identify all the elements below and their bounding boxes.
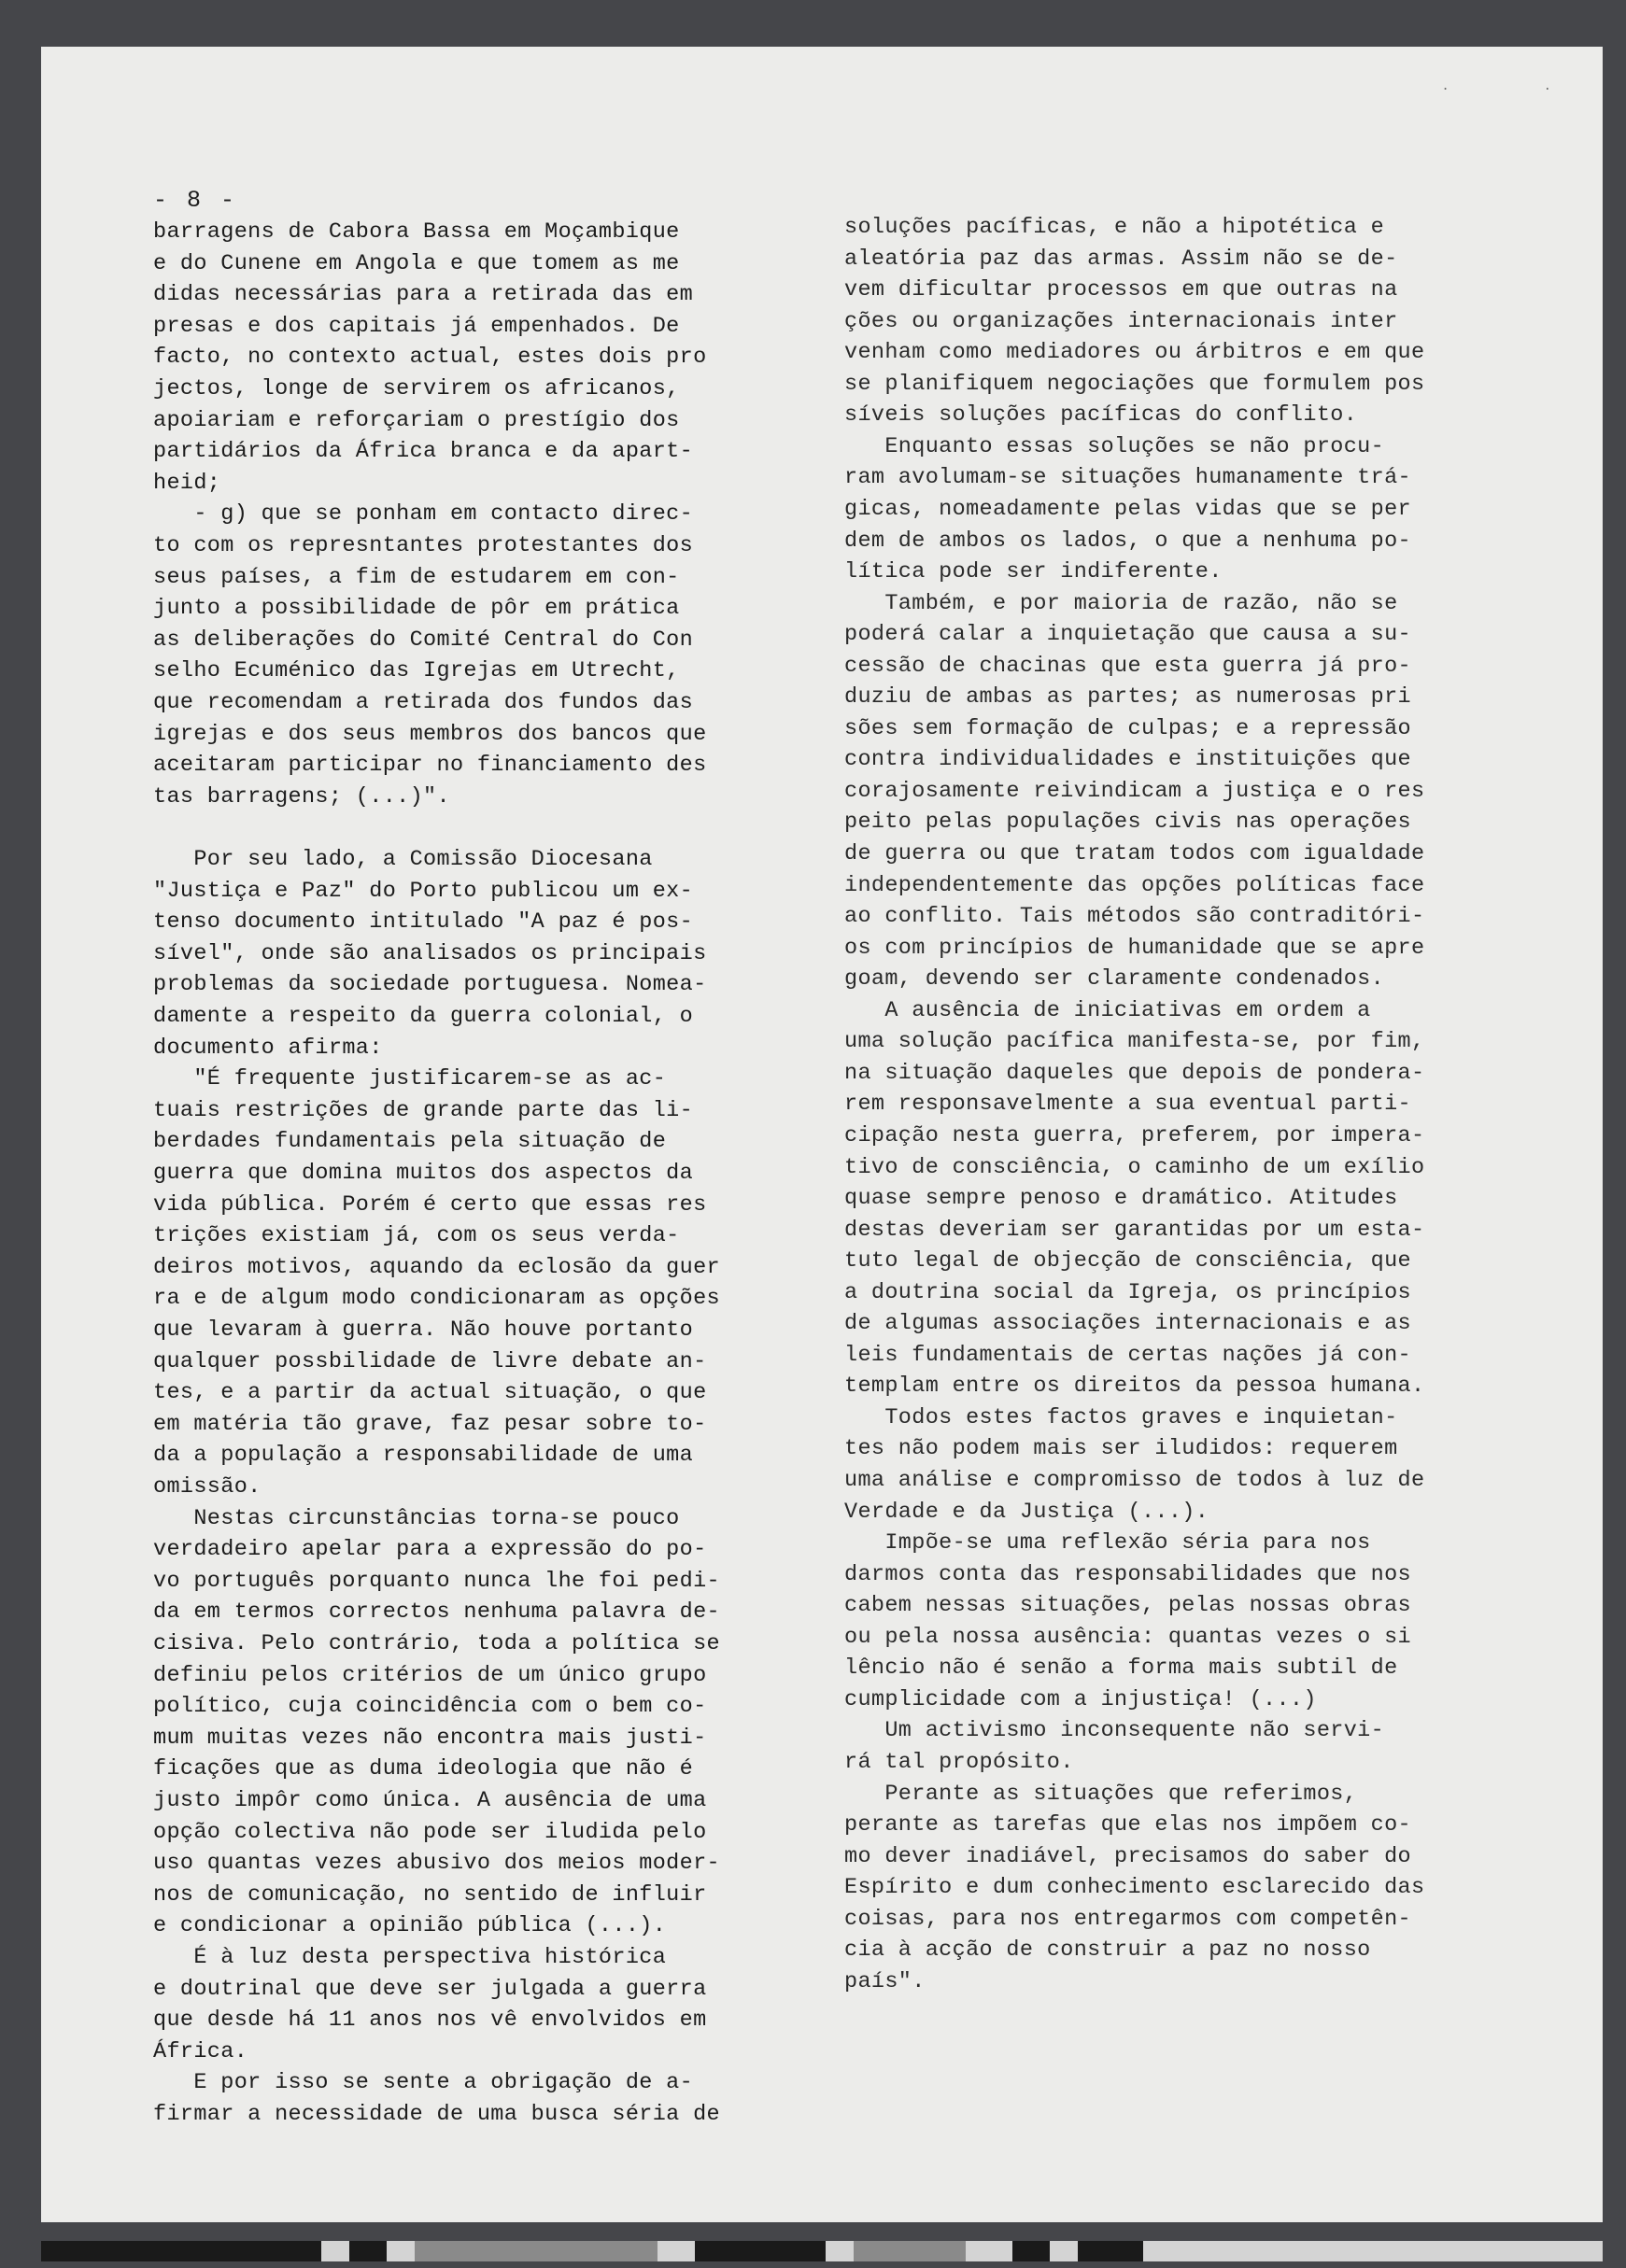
- text-line: Todos estes factos graves e inquietan-: [844, 1404, 1398, 1430]
- text-line: destas deveriam ser garantidas por um esta-: [844, 1217, 1425, 1243]
- text-line: "Justiça e Paz" do Porto publicou um ex-: [153, 878, 694, 904]
- text-line: goam, devendo ser claramente condenados.: [844, 966, 1385, 993]
- text-line: que levaram à guerra. Não houve portanto: [153, 1317, 694, 1343]
- text-line: dem de ambos os lados, o que a nenhuma po-: [844, 528, 1411, 554]
- text-line: tenso documento intitulado "A paz é pos-: [153, 909, 694, 936]
- text-line: É à luz desta perspectiva histórica: [153, 1945, 667, 1970]
- text-line: mo dever inadiável, precisamos do saber do: [844, 1843, 1411, 1869]
- text-line: lítica pode ser indiferente.: [844, 559, 1223, 585]
- text-line: ram avolumam-se situações humanamente trá-: [844, 465, 1411, 491]
- text-line: opção colectiva não pode ser iludida pelo: [153, 1819, 707, 1845]
- text-line: berdades fundamentais pela situação de: [153, 1129, 667, 1155]
- text-line: tes não podem mais ser iludidos: requerem: [844, 1436, 1398, 1462]
- text-line: firmar a necessidade de uma busca séria de: [153, 2102, 720, 2127]
- text-line: presas e dos capitais já empenhados. De: [153, 313, 680, 339]
- text-line: rem responsavelmente a sua eventual parti-: [844, 1092, 1411, 1118]
- text-line: "É frequente justificarem-se as ac-: [153, 1066, 667, 1092]
- text-line: gicas, nomeadamente pelas vidas que se per: [844, 496, 1411, 522]
- text-line: Também, e por maioria de razão, não se: [844, 590, 1398, 616]
- text-line: independentemente das opções políticas face: [844, 872, 1425, 898]
- text-line: as deliberações do Comité Central do Con: [153, 627, 694, 653]
- text-line: duziu de ambas as partes; as numerosas pri: [844, 684, 1411, 711]
- text-line: contra individualidades e instituições que: [844, 747, 1411, 773]
- text-line: venham como mediadores ou árbitros e em que: [844, 340, 1425, 366]
- text-line: ficações que as duma ideologia que não é: [153, 1756, 694, 1782]
- text-line: junto a possibilidade de pôr em prática: [153, 596, 680, 622]
- text-line: se planifiquem negociações que formulem pos: [844, 371, 1425, 397]
- text-line: selho Ecuménico das Igrejas em Utrecht,: [153, 658, 680, 684]
- text-line: Impõe-se uma reflexão séria para nos: [844, 1530, 1371, 1557]
- text-line: uma análise e compromisso de todos à luz de: [844, 1468, 1425, 1493]
- text-line: E por isso se sente a obrigação de a-: [153, 2070, 694, 2096]
- text-line: vo português porquanto nunca lhe foi pedi-: [153, 1568, 720, 1594]
- text-line: trições existiam já, com os seus verda-: [153, 1223, 680, 1249]
- text-line: poderá calar a inquietação que causa a su-: [844, 622, 1411, 648]
- text-line: Um activismo inconsequente não servi-: [844, 1718, 1385, 1744]
- text-line: tas barragens; (...)".: [153, 783, 450, 810]
- text-line: cia à acção de construir a paz no nosso: [844, 1937, 1371, 1964]
- text-line: A ausência de iniciativas em ordem a: [844, 997, 1371, 1023]
- text-line: quase sempre penoso e dramático. Atitudes: [844, 1186, 1398, 1212]
- text-line: ra e de algum modo condicionaram as opções: [153, 1286, 720, 1312]
- text-line: de algumas associações internacionais e as: [844, 1311, 1411, 1337]
- text-line: justo impôr como única. A ausência de uma: [153, 1788, 707, 1813]
- text-line: facto, no contexto actual, estes dois pro: [153, 345, 707, 371]
- scan-calibration-strip: [41, 2241, 1603, 2261]
- text-line: Verdade e da Justiça (...).: [844, 1499, 1209, 1525]
- text-line: os com princípios de humanidade que se apre: [844, 935, 1425, 961]
- text-line: deiros motivos, aquando da eclosão da guer: [153, 1254, 720, 1280]
- text-line: Perante as situações que referimos,: [844, 1781, 1358, 1807]
- text-line: seus países, a fim de estudarem em con-: [153, 564, 680, 590]
- text-line: qualquer possbilidade de livre debate an-: [153, 1348, 707, 1374]
- text-line: lêncio não é senão a forma mais subtil de: [844, 1655, 1398, 1682]
- text-line: da em termos correctos nenhuma palavra de-: [153, 1599, 720, 1626]
- text-line: rá tal propósito.: [844, 1749, 1074, 1775]
- text-line: barragens de Cabora Bassa em Moçambique: [153, 219, 680, 245]
- text-line: sões sem formação de culpas; e a repressão: [844, 715, 1411, 741]
- text-line: igrejas e dos seus membros dos bancos que: [153, 721, 707, 747]
- text-line: país".: [844, 1968, 926, 1994]
- text-line: em matéria tão grave, faz pesar sobre to-: [153, 1411, 707, 1437]
- page-number: - 8 -: [153, 187, 238, 214]
- text-line: coisas, para nos entregarmos com competên-: [844, 1906, 1411, 1932]
- text-line: perante as tarefas que elas nos impõem co-: [844, 1812, 1411, 1838]
- text-line: cipação nesta guerra, preferem, por impera-: [844, 1122, 1425, 1148]
- text-line: uma solução pacífica manifesta-se, por fim,: [844, 1029, 1425, 1055]
- text-line: tes, e a partir da actual situação, o que: [153, 1380, 707, 1406]
- text-line: tuais restrições de grande parte das li-: [153, 1097, 694, 1123]
- text-line: Nestas circunstâncias torna-se pouco: [153, 1505, 680, 1531]
- text-line: Enquanto essas soluções se não procu-: [844, 433, 1385, 459]
- text-line: - g) que se ponham em contacto direc-: [153, 501, 694, 528]
- text-line: cisiva. Pelo contrário, toda a política se: [153, 1631, 720, 1656]
- text-line: to com os represntantes protestantes dos: [153, 533, 694, 558]
- text-line: ções ou organizações internacionais inter: [844, 308, 1398, 334]
- text-line: Por seu lado, a Comissão Diocesana: [153, 847, 653, 872]
- text-line: e condicionar a opinião pública (...).: [153, 1913, 667, 1939]
- text-line: templam entre os direitos da pessoa humana.: [844, 1373, 1425, 1400]
- text-line: nos de comunicação, no sentido de influir: [153, 1881, 707, 1908]
- text-line: corajosamente reivindicam a justiça e o res: [844, 778, 1425, 804]
- text-line: ao conflito. Tais métodos são contraditóri-: [844, 904, 1425, 930]
- text-line: heid;: [153, 470, 221, 496]
- text-line: tuto legal de objecção de consciência, que: [844, 1248, 1411, 1275]
- text-line: uso quantas vezes abusivo dos meios moder-: [153, 1851, 720, 1877]
- text-line: tivo de consciência, o caminho de um exílio: [844, 1154, 1425, 1180]
- text-line: documento afirma:: [153, 1035, 383, 1061]
- text-line: didas necessárias para a retirada das em: [153, 282, 694, 308]
- text-line: darmos conta das responsabilidades que nos: [844, 1561, 1411, 1587]
- text-line: sível", onde são analisados os principais: [153, 940, 707, 966]
- text-line: peito pelas populações civis nas operações: [844, 810, 1411, 836]
- text-line: vida pública. Porém é certo que essas res: [153, 1191, 707, 1218]
- text-line: cessão de chacinas que esta guerra já pro-: [844, 653, 1411, 679]
- text-line: definiu pelos critérios de um único grupo: [153, 1662, 707, 1688]
- text-line: problemas da sociedade portuguesa. Nomea-: [153, 972, 707, 998]
- text-line: que desde há 11 anos nos vê envolvidos em: [153, 2007, 707, 2034]
- text-line: damente a respeito da guerra colonial, o: [153, 1004, 694, 1029]
- text-line: de guerra ou que tratam todos com igualdade: [844, 841, 1425, 866]
- text-line: omissão.: [153, 1474, 262, 1500]
- text-line: ou pela nossa ausência: quantas vezes o si: [844, 1624, 1411, 1650]
- text-line: soluções pacíficas, e não a hipotética e: [844, 215, 1385, 240]
- text-line: aceitaram participar no financiamento des: [153, 753, 707, 779]
- text-line: apoiariam e reforçariam o prestígio dos: [153, 407, 680, 433]
- scan-specks: · ·: [1441, 82, 1551, 97]
- text-line: na situação daqueles que depois de pondera-: [844, 1060, 1425, 1086]
- text-line: cabem nessas situações, pelas nossas obras: [844, 1593, 1411, 1619]
- text-line: e doutrinal que deve ser julgada a guerra: [153, 1976, 707, 2002]
- text-line: jectos, longe de servirem os africanos,: [153, 376, 680, 401]
- text-line: guerra que domina muitos dos aspectos da: [153, 1161, 694, 1186]
- text-line: que recomendam a retirada dos fundos das: [153, 690, 694, 715]
- text-line: partidários da África branca e da apart-: [153, 439, 694, 465]
- document-page: [41, 47, 1603, 2222]
- text-line: a doutrina social da Igreja, os princípios: [844, 1279, 1411, 1305]
- text-line: e do Cunene em Angola e que tomem as me: [153, 250, 680, 276]
- text-line: África.: [153, 2038, 248, 2064]
- text-line: Espírito e dum conhecimento esclarecido das: [844, 1875, 1425, 1901]
- text-line: verdadeiro apelar para a expressão do po-: [153, 1537, 707, 1563]
- text-line: cumplicidade com a injustiça! (...): [844, 1686, 1317, 1712]
- text-line: da a população a responsabilidade de uma: [153, 1443, 694, 1469]
- text-line: aleatória paz das armas. Assim não se de-: [844, 246, 1398, 272]
- text-line: político, cuja coincidência com o bem co-: [153, 1694, 707, 1720]
- text-line: mum muitas vezes não encontra mais justi-: [153, 1725, 707, 1751]
- text-line: leis fundamentais de certas nações já con-: [844, 1342, 1411, 1368]
- text-line: vem dificultar processos em que outras na: [844, 277, 1398, 303]
- text-line: síveis soluções pacíficas do conflito.: [844, 402, 1358, 429]
